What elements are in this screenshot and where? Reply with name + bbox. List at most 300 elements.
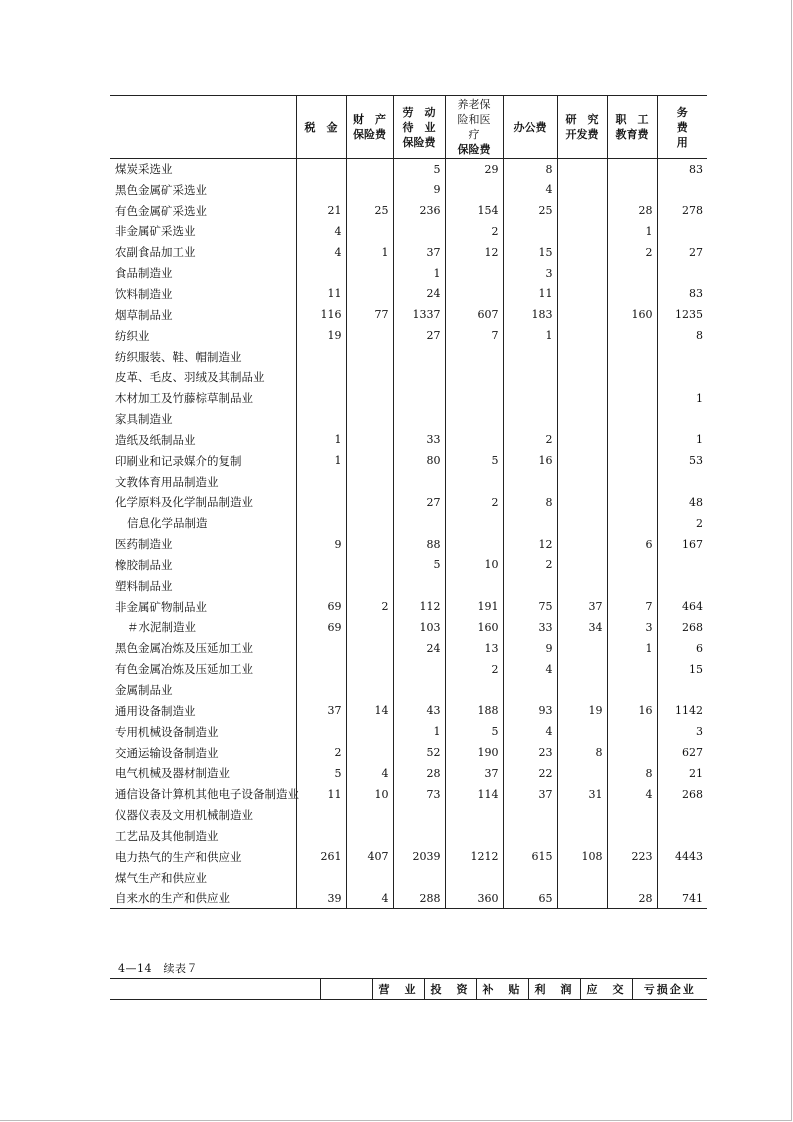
value-cell — [445, 805, 503, 826]
value-cell — [346, 638, 393, 659]
value-cell: 108 — [557, 846, 607, 867]
value-cell — [296, 409, 346, 430]
value-cell: 1212 — [445, 846, 503, 867]
table-row — [110, 221, 707, 242]
value-cell — [445, 429, 503, 450]
value-cell — [657, 680, 707, 701]
value-cell: 28 — [393, 763, 445, 784]
value-cell — [393, 367, 445, 388]
table-row — [110, 304, 707, 325]
continuation-header-cell — [110, 979, 320, 1000]
value-cell — [296, 346, 346, 367]
industry-name: 电气机械及器材制造业 — [115, 766, 230, 781]
value-cell — [557, 346, 607, 367]
value-cell — [503, 805, 557, 826]
industry-name: 饮料制造业 — [115, 286, 173, 301]
value-cell — [445, 284, 503, 305]
value-cell: 33 — [393, 429, 445, 450]
industry-name: 食品制造业 — [115, 266, 173, 281]
value-cell: 1 — [296, 450, 346, 471]
value-cell: 23 — [503, 742, 557, 763]
table-row — [110, 346, 707, 367]
value-cell: 741 — [657, 888, 707, 909]
table-row — [110, 617, 707, 638]
value-cell — [657, 346, 707, 367]
value-cell — [503, 826, 557, 847]
value-cell: 1 — [393, 263, 445, 284]
value-cell: 236 — [393, 200, 445, 221]
header-office-expense: 办公费 — [503, 96, 557, 159]
value-cell — [296, 471, 346, 492]
value-cell — [393, 221, 445, 242]
value-cell: 3 — [657, 721, 707, 742]
industry-name: 皮革、毛皮、羽绒及其制品业 — [115, 370, 265, 385]
value-cell: 7 — [607, 596, 657, 617]
value-cell: 261 — [296, 846, 346, 867]
value-cell — [393, 826, 445, 847]
value-cell — [607, 575, 657, 596]
value-cell — [557, 867, 607, 888]
value-cell — [296, 159, 346, 180]
value-cell — [393, 680, 445, 701]
table-row — [110, 388, 707, 409]
table-row — [110, 742, 707, 763]
continuation-header-cell: 投 资 — [424, 979, 476, 1000]
value-cell — [557, 179, 607, 200]
value-cell: 14 — [346, 700, 393, 721]
value-cell — [557, 659, 607, 680]
value-cell — [657, 826, 707, 847]
value-cell — [346, 388, 393, 409]
industry-name: 通信设备计算机其他电子设备制造业 — [115, 787, 299, 802]
continuation-header-cell — [320, 979, 372, 1000]
value-cell — [557, 805, 607, 826]
value-cell: 27 — [657, 242, 707, 263]
value-cell — [346, 346, 393, 367]
value-cell: 7 — [445, 325, 503, 346]
value-cell: 5 — [393, 555, 445, 576]
industry-name: 造纸及纸制品业 — [115, 432, 196, 447]
value-cell: 16 — [607, 700, 657, 721]
industry-name: 烟草制品业 — [115, 307, 173, 322]
industry-name: ＃水泥制造业 — [127, 620, 196, 635]
value-cell — [607, 826, 657, 847]
industry-name: 医药制造业 — [115, 537, 173, 552]
value-cell: 77 — [346, 304, 393, 325]
table-row — [110, 284, 707, 305]
value-cell — [607, 367, 657, 388]
value-cell — [503, 680, 557, 701]
value-cell: 39 — [296, 888, 346, 909]
value-cell — [557, 680, 607, 701]
table-row — [110, 700, 707, 721]
table-row — [110, 763, 707, 784]
value-cell: 43 — [393, 700, 445, 721]
value-cell: 160 — [607, 304, 657, 325]
table-row — [110, 429, 707, 450]
value-cell: 2 — [503, 555, 557, 576]
table-row — [110, 513, 707, 534]
value-cell — [346, 284, 393, 305]
value-cell: 8 — [503, 159, 557, 180]
value-cell — [296, 867, 346, 888]
value-cell: 34 — [557, 617, 607, 638]
value-cell: 80 — [393, 450, 445, 471]
value-cell: 2 — [296, 742, 346, 763]
value-cell — [557, 638, 607, 659]
value-cell — [607, 388, 657, 409]
value-cell — [393, 659, 445, 680]
value-cell — [346, 367, 393, 388]
value-cell — [445, 680, 503, 701]
value-cell: 19 — [296, 325, 346, 346]
industry-name: 有色金属矿采选业 — [115, 203, 207, 218]
value-cell — [346, 867, 393, 888]
value-cell — [503, 346, 557, 367]
value-cell — [393, 471, 445, 492]
value-cell — [557, 575, 607, 596]
value-cell — [346, 179, 393, 200]
value-cell: 4443 — [657, 846, 707, 867]
value-cell: 31 — [557, 784, 607, 805]
value-cell: 83 — [657, 284, 707, 305]
value-cell: 93 — [503, 700, 557, 721]
value-cell — [557, 450, 607, 471]
industry-name: 印刷业和记录媒介的复制 — [115, 453, 242, 468]
value-cell — [607, 346, 657, 367]
value-cell: 4 — [607, 784, 657, 805]
value-cell — [445, 534, 503, 555]
value-cell — [607, 325, 657, 346]
value-cell: 27 — [393, 325, 445, 346]
value-cell: 112 — [393, 596, 445, 617]
value-cell — [557, 471, 607, 492]
industry-name: 农副食品加工业 — [115, 245, 196, 260]
value-cell: 1 — [657, 388, 707, 409]
value-cell — [607, 179, 657, 200]
industry-name: 家具制造业 — [115, 412, 173, 427]
value-cell: 268 — [657, 784, 707, 805]
table-row — [110, 200, 707, 221]
header-property-insurance: 财 产 保险费 — [346, 96, 393, 159]
value-cell — [296, 721, 346, 742]
table-row — [110, 242, 707, 263]
table-row — [110, 888, 707, 909]
table-row — [110, 159, 707, 180]
industry-name: 通用设备制造业 — [115, 703, 196, 718]
table-row — [110, 784, 707, 805]
value-cell — [607, 867, 657, 888]
value-cell: 25 — [346, 200, 393, 221]
value-cell — [557, 159, 607, 180]
value-cell — [503, 367, 557, 388]
value-cell: 103 — [393, 617, 445, 638]
value-cell — [445, 575, 503, 596]
value-cell — [296, 826, 346, 847]
value-cell — [393, 805, 445, 826]
value-cell — [657, 409, 707, 430]
value-cell — [657, 805, 707, 826]
industry-name: 黑色金属冶炼及压延加工业 — [115, 641, 253, 656]
value-cell — [445, 826, 503, 847]
value-cell: 11 — [503, 284, 557, 305]
value-cell — [346, 721, 393, 742]
value-cell: 16 — [503, 450, 557, 471]
value-cell: 11 — [296, 784, 346, 805]
value-cell: 4 — [346, 888, 393, 909]
continuation-header-cell: 利 润 — [528, 979, 580, 1000]
value-cell: 37 — [296, 700, 346, 721]
value-cell: 88 — [393, 534, 445, 555]
value-cell — [557, 763, 607, 784]
value-cell — [296, 388, 346, 409]
table-caption: 4—14 续表７ — [118, 962, 198, 975]
value-cell — [296, 179, 346, 200]
value-cell — [557, 242, 607, 263]
value-cell: 3 — [607, 617, 657, 638]
value-cell: 21 — [296, 200, 346, 221]
value-cell — [445, 367, 503, 388]
industry-name: 橡胶制品业 — [115, 557, 173, 572]
value-cell — [557, 200, 607, 221]
value-cell — [607, 555, 657, 576]
industry-name: 仪器仪表及文用机械制造业 — [115, 808, 253, 823]
value-cell: 37 — [557, 596, 607, 617]
value-cell: 52 — [393, 742, 445, 763]
value-cell: 627 — [657, 742, 707, 763]
value-cell — [296, 638, 346, 659]
value-cell — [557, 534, 607, 555]
value-cell: 1337 — [393, 304, 445, 325]
value-cell: 15 — [503, 242, 557, 263]
value-cell: 33 — [503, 617, 557, 638]
value-cell: 21 — [657, 763, 707, 784]
value-cell: 8 — [557, 742, 607, 763]
table-row — [110, 263, 707, 284]
value-cell: 75 — [503, 596, 557, 617]
value-cell: 9 — [393, 179, 445, 200]
value-cell — [657, 179, 707, 200]
table-row — [110, 826, 707, 847]
table-row — [110, 367, 707, 388]
value-cell — [393, 513, 445, 534]
value-cell: 183 — [503, 304, 557, 325]
value-cell — [346, 659, 393, 680]
value-cell — [557, 304, 607, 325]
value-cell — [296, 263, 346, 284]
value-cell: 154 — [445, 200, 503, 221]
value-cell — [607, 471, 657, 492]
value-cell: 5 — [296, 763, 346, 784]
value-cell: 4 — [296, 221, 346, 242]
value-cell — [557, 388, 607, 409]
value-cell — [346, 429, 393, 450]
value-cell — [445, 388, 503, 409]
value-cell — [296, 367, 346, 388]
table-row — [110, 846, 707, 867]
value-cell — [346, 680, 393, 701]
value-cell — [607, 263, 657, 284]
table-row — [110, 805, 707, 826]
industry-name: 纺织业 — [115, 328, 150, 343]
value-cell — [346, 513, 393, 534]
value-cell: 37 — [393, 242, 445, 263]
value-cell — [607, 284, 657, 305]
value-cell — [607, 680, 657, 701]
value-cell — [557, 429, 607, 450]
value-cell: 1235 — [657, 304, 707, 325]
table-row — [110, 680, 707, 701]
table-row — [110, 179, 707, 200]
value-cell — [296, 680, 346, 701]
industry-name: 纺织服装、鞋、帽制造业 — [115, 349, 242, 364]
value-cell — [346, 325, 393, 346]
value-cell: 29 — [445, 159, 503, 180]
value-cell — [503, 221, 557, 242]
value-cell — [657, 471, 707, 492]
value-cell — [445, 867, 503, 888]
table-row — [110, 575, 707, 596]
industry-name: 金属制品业 — [115, 683, 173, 698]
value-cell — [296, 555, 346, 576]
value-cell — [503, 867, 557, 888]
value-cell: 188 — [445, 700, 503, 721]
value-cell: 278 — [657, 200, 707, 221]
table-row — [110, 471, 707, 492]
value-cell: 1 — [607, 221, 657, 242]
value-cell: 1 — [296, 429, 346, 450]
table-row — [110, 638, 707, 659]
value-cell — [607, 409, 657, 430]
expense-table — [110, 95, 707, 909]
value-cell: 464 — [657, 596, 707, 617]
value-cell: 167 — [657, 534, 707, 555]
value-cell — [557, 492, 607, 513]
value-cell — [557, 221, 607, 242]
table-row — [110, 325, 707, 346]
value-cell: 9 — [296, 534, 346, 555]
value-cell: 4 — [503, 659, 557, 680]
header-labor-insurance: 劳 动 待 业 保险费 — [393, 96, 445, 159]
industry-name: 非金属矿物制品业 — [115, 599, 207, 614]
value-cell: 2 — [503, 429, 557, 450]
value-cell — [346, 263, 393, 284]
value-cell — [445, 179, 503, 200]
value-cell: 28 — [607, 200, 657, 221]
value-cell: 27 — [393, 492, 445, 513]
header-tax: 税 金 — [296, 96, 346, 159]
value-cell: 2 — [445, 221, 503, 242]
value-cell — [445, 263, 503, 284]
value-cell — [346, 742, 393, 763]
value-cell: 1 — [607, 638, 657, 659]
value-cell: 37 — [503, 784, 557, 805]
table-row — [110, 721, 707, 742]
table-row — [110, 659, 707, 680]
value-cell — [557, 325, 607, 346]
value-cell — [503, 388, 557, 409]
industry-name: 自来水的生产和供应业 — [110, 888, 296, 909]
value-cell — [557, 284, 607, 305]
value-cell: 114 — [445, 784, 503, 805]
value-cell — [607, 742, 657, 763]
value-cell — [657, 867, 707, 888]
value-cell: 2039 — [393, 846, 445, 867]
value-cell — [346, 409, 393, 430]
value-cell — [346, 450, 393, 471]
value-cell — [445, 346, 503, 367]
industry-name: 塑料制品业 — [115, 578, 173, 593]
value-cell — [657, 263, 707, 284]
value-cell: 2 — [445, 492, 503, 513]
header-pension-medical-insurance: 养老保 险和医 疗 保险费 — [445, 96, 503, 159]
value-cell — [296, 659, 346, 680]
value-cell: 4 — [503, 721, 557, 742]
industry-name: 交通运输设备制造业 — [115, 745, 219, 760]
value-cell — [557, 409, 607, 430]
value-cell: 4 — [346, 763, 393, 784]
continuation-table-header — [110, 978, 707, 1000]
value-cell: 2 — [445, 659, 503, 680]
value-cell — [607, 450, 657, 471]
industry-name: 有色金属冶炼及压延加工业 — [115, 662, 253, 677]
value-cell: 268 — [657, 617, 707, 638]
continuation-header-cell: 营 业 — [372, 979, 424, 1000]
value-cell — [346, 555, 393, 576]
value-cell: 360 — [445, 888, 503, 909]
value-cell: 607 — [445, 304, 503, 325]
value-cell: 10 — [346, 784, 393, 805]
value-cell — [657, 575, 707, 596]
value-cell: 2 — [657, 513, 707, 534]
industry-name: 文教体育用品制造业 — [115, 474, 219, 489]
value-cell: 4 — [503, 179, 557, 200]
value-cell — [393, 409, 445, 430]
value-cell — [503, 409, 557, 430]
value-cell: 407 — [346, 846, 393, 867]
value-cell — [557, 555, 607, 576]
value-cell: 12 — [503, 534, 557, 555]
value-cell — [607, 159, 657, 180]
table-row — [110, 409, 707, 430]
value-cell: 28 — [607, 888, 657, 909]
value-cell — [657, 555, 707, 576]
value-cell — [607, 721, 657, 742]
value-cell — [346, 617, 393, 638]
value-cell — [557, 367, 607, 388]
value-cell: 1 — [393, 721, 445, 742]
value-cell: 191 — [445, 596, 503, 617]
value-cell — [445, 409, 503, 430]
value-cell: 8 — [607, 763, 657, 784]
value-cell — [393, 346, 445, 367]
value-cell: 19 — [557, 700, 607, 721]
value-cell: 1 — [503, 325, 557, 346]
value-cell: 190 — [445, 742, 503, 763]
value-cell: 24 — [393, 284, 445, 305]
industry-name: 非金属矿采选业 — [115, 224, 196, 239]
industry-name: 工艺品及其他制造业 — [115, 828, 219, 843]
value-cell: 5 — [445, 721, 503, 742]
value-cell: 11 — [296, 284, 346, 305]
industry-name: 木材加工及竹藤棕草制品业 — [115, 391, 253, 406]
value-cell — [346, 826, 393, 847]
table-row — [110, 492, 707, 513]
value-cell — [393, 388, 445, 409]
value-cell — [445, 513, 503, 534]
value-cell: 3 — [503, 263, 557, 284]
value-cell: 22 — [503, 763, 557, 784]
